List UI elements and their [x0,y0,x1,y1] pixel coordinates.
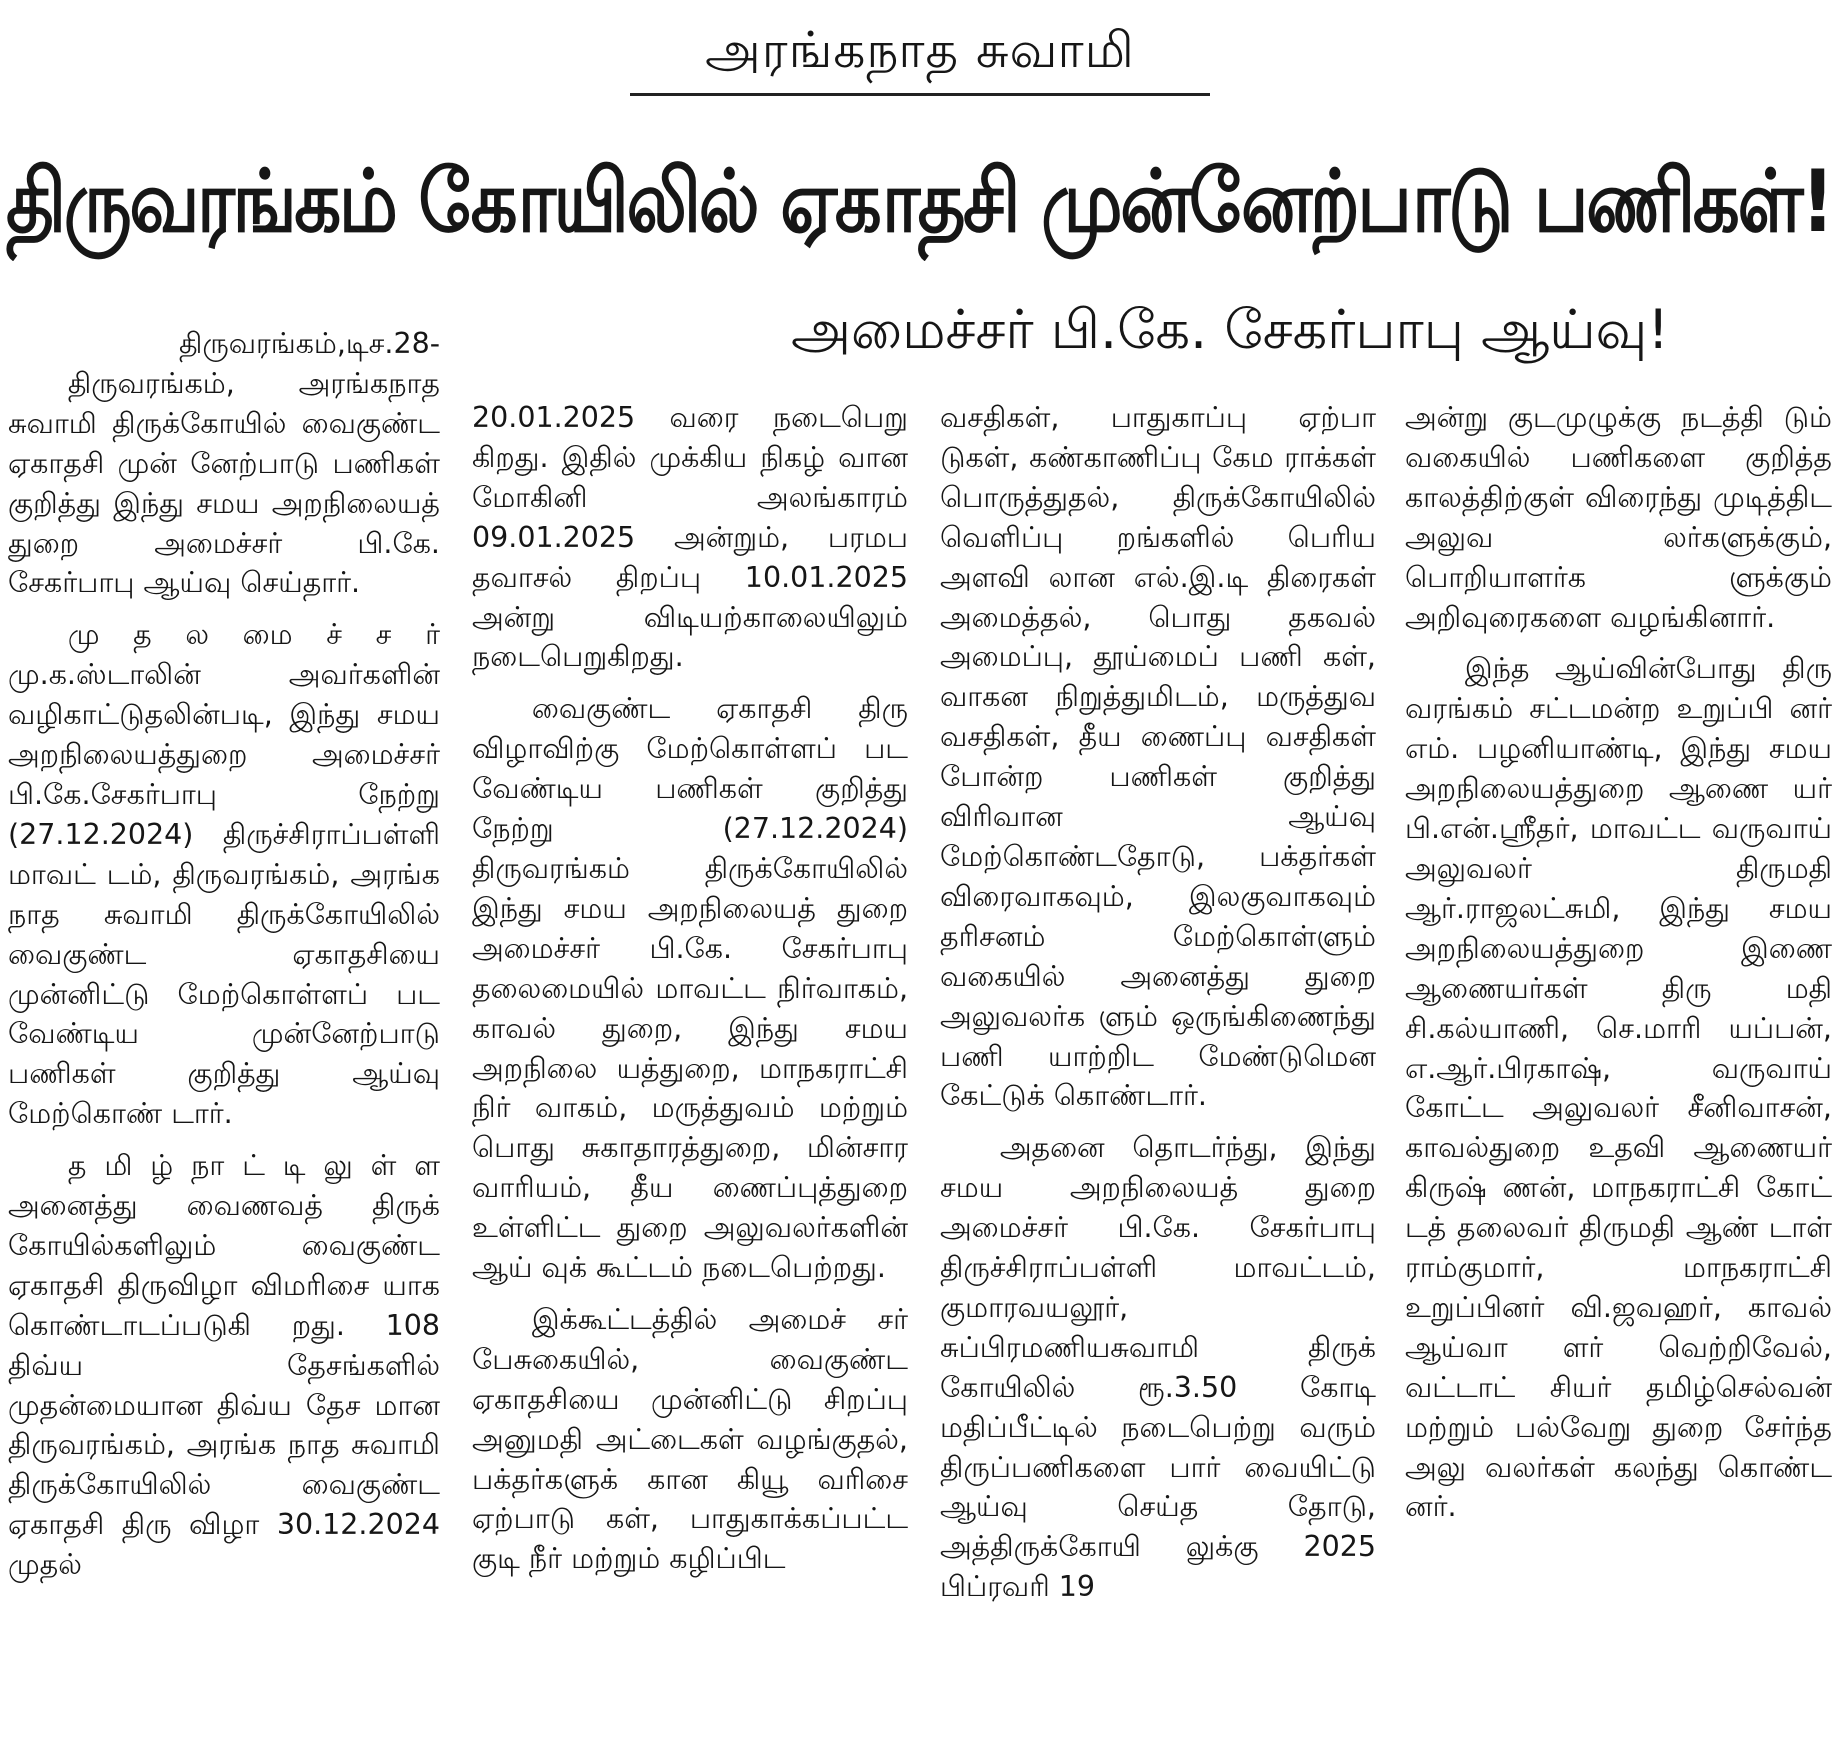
article-column-1 [8,324,440,1758]
paragraph: வசதிகள், பாதுகாப்பு ஏற்பா டுகள், கண்காணிப்பு கேம ராக்கள் பொருத்துதல், திருக்கோயிலில் வெளிப்பு றங்களில் பெரிய அளவி லான எல்.இ.டி திரைகள் அமைத்தல், பொது தகவல் அமைப்பு, தூய்மைப் பணி கள், வாகன நிறுத்துமிடம், மருத்துவ வசதிகள், தீய ணைப்பு வசதிகள் போன்ற பணிகள் குறித்து விரிவான ஆய்வு மேற்கொண்டதோடு, பக்தர்கள் விரைவாகவும், இலகுவாகவும் தரிசனம் மேற்கொள்ளும் வகையில் அனைத்து துறை அலுவலர்க ளும் ஒருங்கிணைந்து பணி யாற்றிட மேண்டுமென கேட்டுக் கொண்டார். [940,401,1376,1113]
paragraph: இந்த ஆய்வின்போது திரு வரங்கம் சட்டமன்ற உறுப்பி னர் எம். பழனியாண்டி, இந்து சமய அறநிலையத்துறை ஆணை யர் பி.என்.ஸ்ரீதர், மாவட்ட வருவாய் அலுவலர் திருமதி ஆர்.ராஜலட்சுமி, இந்து சமய அறநிலையத்துறை இணை ஆணையர்கள் திரு மதி சி.கல்யாணி, செ.மாரி யப்பன், எ.ஆர்.பிரகாஷ், வருவாய் கோட்ட அலுவலர் சீனிவாசன், காவல்துறை உதவி ஆணையர் கிருஷ் ணன், மாநகராட்சி கோட் டத் தலைவர் திருமதி ஆண் டாள் ராம்குமார், மாநகராட்சி உறுப்பினர் வி.ஜவஹர், காவல் ஆய்வா ளர் வெற்றிவேல், வட்டாட் சியர் தமிழ்செல்வன் மற்றும் பல்வேறு துறை சேர்ந்த அலு வலர்கள் கலந்து கொண்ட னர். [1405,652,1832,1524]
paragraph: திருவரங்கம், அரங்கநாத சுவாமி திருக்கோயில் வைகுண்ட ஏகாதசி முன் னேற்பாடு பணிகள் குறித்து இந்து சமய அறநிலையத் துறை அமைச்சர் பி.கே. சேகர்பாபு ஆய்வு செய்தார். [8,366,440,600]
paragraph: மு த ல மை ச் ச ர் மு.க.ஸ்டாலின் அவர்களின் வழிகாட்டுதலின்படி, இந்து சமய அறநிலையத்துறை அமைச்சர் பி.கே.சேகர்பாபு நேற்று (27.12.2024) திருச்சிராப்பள்ளி மாவட் டம், திருவரங்கம், அரங்க நாத சுவாமி திருக்கோயிலில் வைகுண்ட ஏகாதசியை முன்னிட்டு மேற்கொள்ளப் பட வேண்டிய முன்னேற்பாடு பணிகள் குறித்து ஆய்வு மேற்கொண் டார். [8,618,440,1131]
paragraph: அதனை தொடர்ந்து, இந்து சமய அறநிலையத் துறை அமைச்சர் பி.கே. சேகர்பாபு திருச்சிராப்பள்ளி மாவட்டம், குமாரவயலூர், சுப்பிரமணியசுவாமி திருக் கோயிலில் ரூ.3.50 கோடி மதிப்பீட்டில் நடைபெற்று வரும் திருப்பணிகளை பார் வையிட்டு ஆய்வு செய்த தோடு, அத்திருக்கோயி லுக்கு 2025 பிப்ரவரி 19 [940,1131,1376,1604]
paragraph: 20.01.2025 வரை நடைபெறு கிறது. இதில் முக்கிய நிகழ் வான மோகினி அலங்காரம் 09.01.2025 அன்றும், பரமப தவாசல் திறப்பு 10.01.2025 அன்று விடியற்காலையிலும் நடைபெறுகிறது. [472,401,908,674]
paragraph: வைகுண்ட ஏகாதசி திரு விழாவிற்கு மேற்கொள்ளப் பட வேண்டிய பணிகள் குறித்து நேற்று (27.12.2024) திருவரங்கம் திருக்கோயிலில் இந்து சமய அறநிலையத் துறை அமைச்சர் பி.கே. சேகர்பாபு தலைமையில் மாவட்ட நிர்வாகம், காவல் துறை, இந்து சமய அறநிலை யத்துறை, மாநகராட்சி நிர் வாகம், மருத்துவம் மற்றும் பொது சுகாதாரத்துறை, மின்சார வாரியம், தீய ணைப்புத்துறை உள்ளிட்ட துறை அலுவலர்களின் ஆய் வுக் கூட்டம் நடைபெற்றது. [472,692,908,1285]
dateline: திருவரங்கம்,டிச.28- [178,327,440,360]
article-column-4 [1405,398,1832,1758]
headline: திருவரங்கம் கோயிலில் ஏகாதசி முன்னேற்பாடு பணிகள்! [6,152,1833,252]
paragraph: த மி ழ் நா ட் டி லு ள் ள அனைத்து வைணவத் திருக் கோயில்களிலும் வைகுண்ட ஏகாதசி திருவிழா விமரிசை யாக கொண்டாடப்படுகி றது. 108 திவ்ய தேசங்களில் முதன்மையான திவ்ய தேச மான திருவரங்கம், அரங்க நாத சுவாமி திருக்கோயிலில் வைகுண்ட ஏகாதசி திரு விழா 30.12.2024 முதல் [8,1149,440,1582]
paragraph: இக்கூட்டத்தில் அமைச் சர் பேசுகையில், வைகுண்ட ஏகாதசியை முன்னிட்டு சிறப்பு அனுமதி அட்டைகள் வழங்குதல், பக்தர்களுக் கான கியூ வரிசை ஏற்பாடு கள், பாதுகாக்கப்பட்ட குடி நீர் மற்றும் கழிப்பிட [472,1302,908,1576]
article-column-2 [472,398,908,1758]
kicker-heading: அரங்கநாத சுவாமி [705,21,1135,79]
paragraph: அன்று குடமுழுக்கு நடத்தி டும் வகையில் பணிகளை குறித்த காலத்திற்குள் விரைந்து முடித்திட அலுவ லர்களுக்கும், பொறியாளர்க ளுக்கும் அறிவுரைகளை வழங்கினார். [1405,401,1832,634]
article-column-3 [940,398,1376,1758]
kicker-underline [630,93,1210,96]
subheadline: அமைச்சர் பி.கே. சேகர்பாபு ஆய்வு! [790,298,1670,361]
